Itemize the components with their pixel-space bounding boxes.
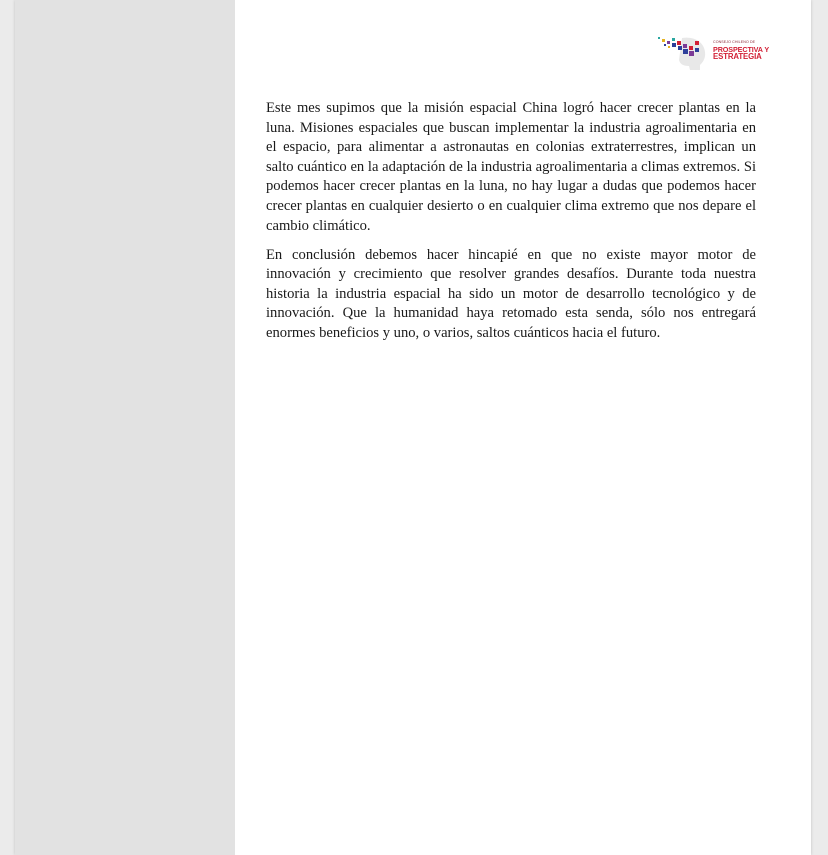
pixel-head-logo-icon [656, 32, 712, 72]
logo-line-1: CONSEJO CHILENO DE [713, 40, 756, 44]
paragraph-1: Este mes supimos que la misión espacial China logró hacer crecer plantas en la luna. Misiones espaciales que buscan implementar la industria agroalimentaria en el espacio, para alimentar a astronautas en colonias extraterrestres, implican un salto cuántico en la adaptación de la industria agroalimentaria a climas extremos. Si podemos hacer crecer plantas en la luna, no hay lugar a dudas que podemos hacer crecer plantas en cualquier desierto o en cualquier clima extremo que nos depare el cambio climático. [266, 100, 756, 234]
logo-wordmark [713, 41, 769, 61]
logo-line-3: ESTRATEGIA [713, 51, 762, 61]
logo-line-2: PROSPECTIVA Y [713, 44, 770, 54]
organization-logo [656, 32, 772, 72]
paragraph-2: En conclusión debemos hacer hincapié en que no existe mayor motor de innovación y crecimiento que resolver grandes desafíos. Durante toda nuestra historia la industria espacial ha sido un motor de desarrollo tecnológico y de innovación. Que la humanidad haya retomado esta senda, sólo nos entregará enormes beneficios y uno, o varios, saltos cuánticos hacia el futuro. [266, 246, 756, 342]
document-page[interactable] [15, 0, 811, 855]
page-side-band [15, 0, 235, 855]
body-text [266, 99, 756, 353]
